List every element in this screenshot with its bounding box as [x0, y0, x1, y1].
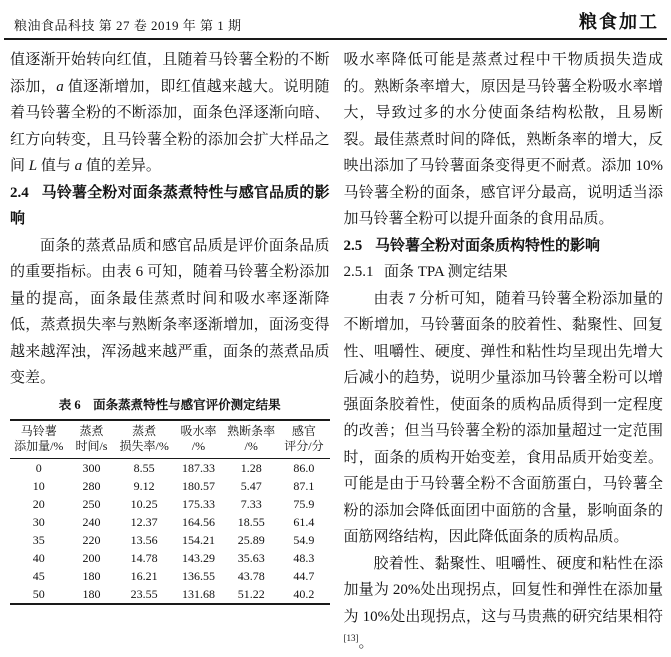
- heading-number: 2.5.1: [343, 264, 374, 280]
- table-row: 30 240 12.37 164.56 18.55 61.4: [32, 514, 315, 529]
- paragraph-inflection-points: [344, 551, 664, 657]
- table-row: 40 200 14.78 143.29 35.63 48.3: [32, 550, 315, 565]
- table-6: [10, 419, 330, 605]
- table-row: 10 280 9.12 180.57 5.47 87.1: [32, 478, 315, 493]
- text-run: 值与: [37, 158, 75, 174]
- col-header-cook-loss: 蒸煮 损失率/%: [115, 420, 173, 459]
- text-run: 值逐渐增加，即红值越来越大。说明随着马铃薯全粉的不断添加，面条色泽逐渐向暗、红方向转变，且马铃薯全粉的添加会扩大样品之间: [10, 78, 330, 174]
- variable-L: L: [28, 158, 38, 174]
- heading-number: 2.5: [343, 237, 363, 254]
- citation-ref-13: [13]: [343, 633, 359, 643]
- left-column: [10, 47, 330, 657]
- text-run: 胶着性、黏聚性、咀嚼性、硬度和粘性在添加量为 20%处出现拐点，回复性和弹性在添加量为 10%处出现拐点，这与马贵燕的研究结果相符: [343, 555, 663, 625]
- heading-2-4: [10, 180, 330, 233]
- journal-section-title: 粮食加工: [579, 12, 659, 32]
- paragraph-absorption-analysis: 吸水率降低可能是蒸煮过程中干物质损失造成的。熟断条率增大，原因是马铃薯全粉吸水率增大，导致过多的水分使面条结构松散，且易断裂。最佳蒸煮时间的降低，熟断条率的增大，反映出添加了马铃薯面条变得更不耐煮。添加 10%马铃薯全粉的面条，感官评分最高，说明适当添加马铃薯全粉可以提升面条的食用品质。: [343, 52, 663, 227]
- text-run: 值逐渐开始转向红值，且随着马铃薯全粉的不断添加，: [10, 52, 330, 95]
- paragraph-tpa-results: 由表 7 分析可知，随着马铃薯全粉添加量的不断增加，马铃薯面条的胶着性、黏聚性、回复性、咀嚼性、硬度、弹性和粘性均呈现出先增大后减小的趋势，说明少量添加马铃薯全粉可以增强面条胶着性，使面条的质构品质得到一定程度的改善；但当马铃薯全粉的添加量超过一定范围时，面条的质构开始变差，食用品质开始变差。可能是由于马铃薯全粉不含面筋蛋白，马铃薯全粉的添加会降低面团中面筋的含量，影响面条的面筋网络结构，因此降低面条的质构品质。: [343, 290, 663, 545]
- paragraph-color-values: [10, 47, 330, 180]
- table-row: 0 300 8.55 187.33 1.28 86.0: [35, 460, 315, 475]
- table-row: 50 180 23.55 131.68 51.22 40.2: [32, 586, 315, 601]
- table-6-caption: 表 6 面条蒸煮特性与感官评价测定结果: [58, 397, 281, 412]
- heading-2-5-1: [344, 259, 664, 286]
- heading-text: 马铃薯全粉对面条蒸煮特性与感官品质的影响: [10, 184, 330, 227]
- right-column: [344, 47, 664, 657]
- heading-2-5: [344, 233, 664, 260]
- heading-text: 马铃薯全粉对面条质构特性的影响: [375, 237, 601, 254]
- text-run: 值的差异。: [82, 158, 161, 174]
- two-column-body: [0, 40, 671, 657]
- table-row: 35 220 13.56 154.21 25.89 54.9: [32, 532, 315, 547]
- col-header-breakage: 熟断条率 /%: [224, 420, 278, 459]
- table-row: 20 250 10.25 175.33 7.33 75.9: [32, 496, 315, 511]
- table-6-block: [10, 397, 330, 605]
- text-run: 。: [358, 635, 374, 651]
- heading-text: 面条 TPA 测定结果: [384, 264, 508, 280]
- variable-a: a: [74, 158, 83, 174]
- col-header-absorption: 吸水率 /%: [173, 420, 224, 459]
- variable-a: a: [56, 78, 64, 95]
- col-header-sensory: 感官 评分/分: [278, 420, 329, 459]
- table-row: 45 180 16.21 136.55 43.78 44.7: [32, 568, 315, 583]
- col-header-cook-time: 蒸煮 时间/s: [68, 420, 116, 459]
- running-head: [4, 0, 667, 40]
- heading-number: 2.4: [10, 184, 29, 201]
- table-header-row: [10, 420, 330, 459]
- paragraph-cooking-quality: 面条的蒸煮品质和感官品质是评价面条品质的重要指标。由表 6 可知，随着马铃薯全粉添加量的提高，面条最佳蒸煮时间和吸水率逐渐降低，蒸煮损失率与熟断条率逐渐增加，面汤变得越来越浑浊，浑汤越来越严重，面条的蒸煮品质变差。: [10, 237, 330, 386]
- col-header-addition: 马铃薯 添加量/%: [10, 420, 68, 459]
- journal-volume-info: 粮油食品科技 第 27 卷 2019 年 第 1 期: [14, 18, 242, 33]
